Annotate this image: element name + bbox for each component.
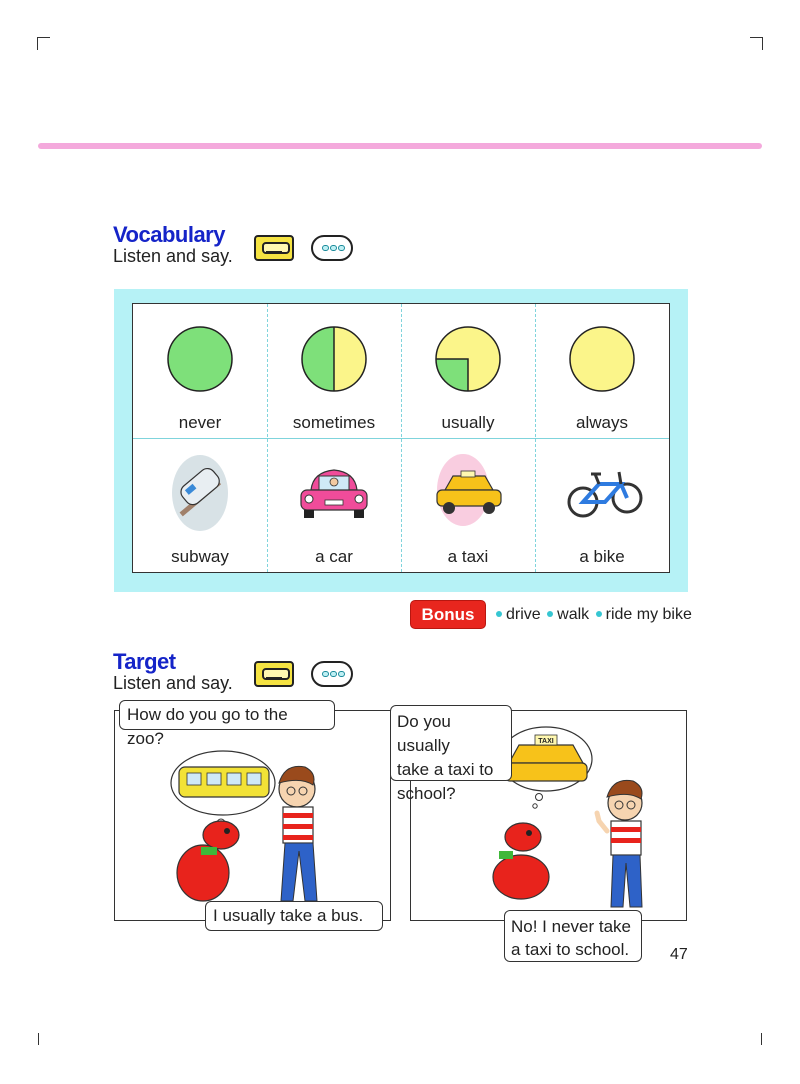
vocab-card-usually[interactable] xyxy=(401,304,535,438)
quarter-green-circle-icon xyxy=(401,304,535,404)
vocab-label: subway xyxy=(171,547,229,566)
subway-train-icon xyxy=(133,438,267,538)
speech-bubble-answer-2 xyxy=(504,910,642,962)
speech-bubble-icon[interactable] xyxy=(311,661,353,687)
car-icon xyxy=(267,438,401,538)
full-yellow-circle-icon xyxy=(535,304,669,404)
vocab-card-car[interactable] xyxy=(267,438,401,572)
taxi-sign-text: TAXI xyxy=(538,738,554,745)
vocab-card-bike[interactable] xyxy=(535,438,669,572)
target-title: Target xyxy=(113,649,176,674)
vocab-card-sometimes[interactable] xyxy=(267,304,401,438)
full-green-circle-icon xyxy=(133,304,267,404)
bonus-item: walk xyxy=(557,606,590,623)
speech-bubble-answer-1: I usually take a bus. xyxy=(205,901,383,931)
vocab-label: sometimes xyxy=(292,413,376,432)
vocabulary-instruction: Listen and say. xyxy=(113,246,233,266)
vocab-card-never[interactable] xyxy=(133,304,267,438)
speech-line: school? xyxy=(397,784,456,803)
header-rule xyxy=(38,143,762,149)
target-instruction: Listen and say. xyxy=(113,673,233,693)
speech-line: No! I never take xyxy=(511,917,632,936)
speech-line: take a taxi to xyxy=(397,760,494,779)
crop-mark-bottom-left xyxy=(38,1033,39,1045)
vocab-label: a taxi xyxy=(447,547,489,566)
bike-icon xyxy=(535,438,669,538)
bonus-item: ride my bike xyxy=(605,606,692,623)
vocab-label: a car xyxy=(315,547,353,566)
bonus-item: drive xyxy=(506,606,541,623)
speech-bubble-icon[interactable] xyxy=(311,235,353,261)
crop-mark-bottom-right xyxy=(761,1033,762,1045)
vocabulary-grid xyxy=(132,303,670,573)
vocab-label: never xyxy=(178,413,222,432)
speech-bubble-question-1: How do you go to the zoo? xyxy=(119,700,335,730)
speech-line: a taxi to school. xyxy=(511,940,630,959)
speech-bubble-question-2 xyxy=(390,705,512,803)
vocab-card-always[interactable] xyxy=(535,304,669,438)
crop-mark-top-right xyxy=(750,37,763,50)
vocab-label: always xyxy=(576,413,628,432)
cassette-icon[interactable] xyxy=(254,235,294,261)
taxi-icon xyxy=(401,438,535,538)
vocab-card-subway[interactable] xyxy=(133,438,267,572)
cassette-icon[interactable] xyxy=(254,661,294,687)
vocab-label: usually xyxy=(441,413,495,432)
half-green-circle-icon xyxy=(267,304,401,404)
bonus-list xyxy=(494,606,692,624)
speech-line: Do you usually xyxy=(397,712,451,755)
page-number: 47 xyxy=(670,946,688,963)
vocabulary-title: Vocabulary xyxy=(113,222,225,247)
vocab-card-taxi[interactable] xyxy=(401,438,535,572)
bonus-badge: Bonus xyxy=(411,601,485,628)
vocab-label: a bike xyxy=(579,547,625,566)
crop-mark-top-left xyxy=(37,37,50,50)
